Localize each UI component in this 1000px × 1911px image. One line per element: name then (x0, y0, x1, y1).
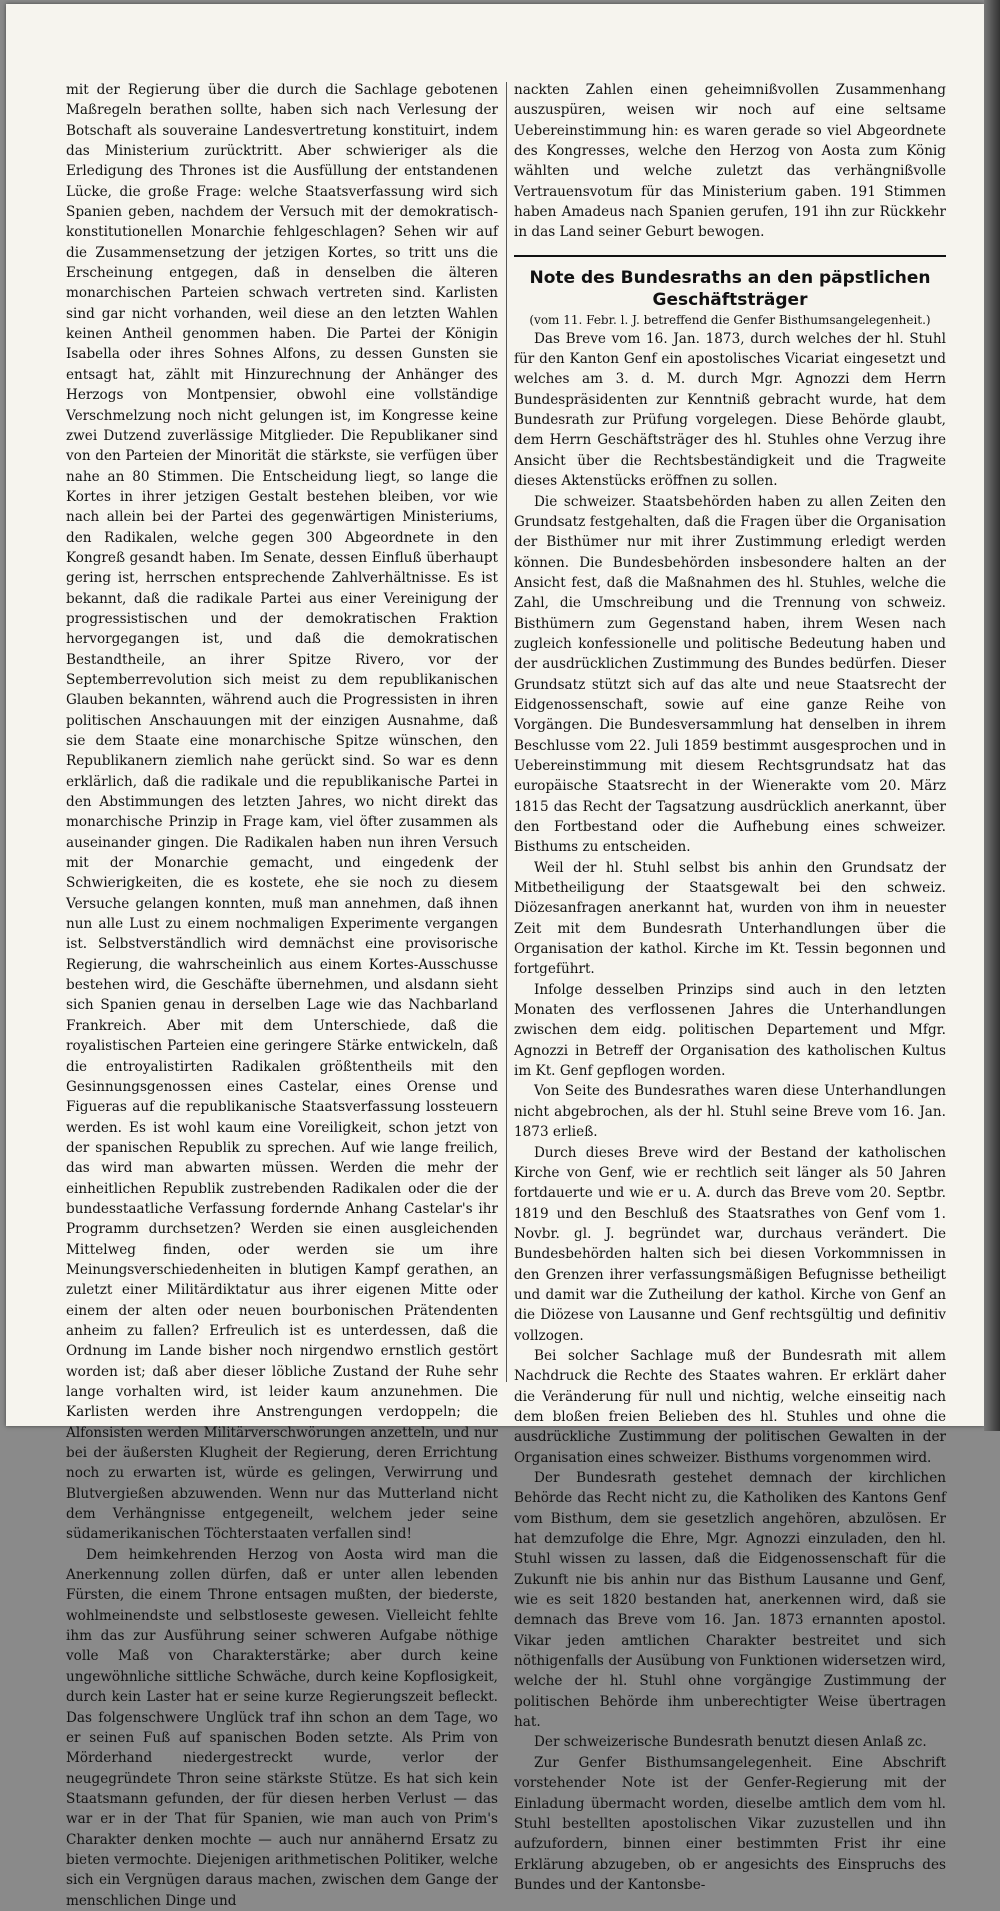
left-column (66, 80, 498, 1909)
article-subheading: (vom 11. Febr. l. J. betreffend die Genfer Bisthumsangelegenheit.) (529, 312, 931, 327)
article-paragraph: Der schweizerische Bundesrath benutzt diesen Anlaß zc. (534, 1734, 927, 1751)
article-paragraph: Von Seite des Bundesrathes waren diese Unterhandlungen nicht abgebrochen, als der hl. Stuhl seine Breve vom 16. Jan. 1873 erließ. (514, 1083, 946, 1141)
article-paragraph: Bei solcher Sachlage muß der Bundesrath mit allem Nachdruck die Rechte des Staates wahren. Er erklärt daher die Veränderung für null und nichtig, welche einseitig nach dem bloßen freien Belieben des hl. Stuhles und ohne die ausdrückliche Zustimmung der politischen Gewalten in der Organisation eines schweizer. Bisthums vorgenommen wird. (514, 1347, 946, 1466)
section-divider (514, 255, 946, 257)
article-paragraph: mit der Regierung über die durch die Sachlage gebotenen Maßregeln berathen sollte, haben sich nach Verlesung der Botschaft als souveraine Landesvertretung konstituirt, indem das Ministerium zurücktritt. Aber schwieriger als die Erledigung des Thrones ist die Ausfüllung der entstandenen Lücke, die große Frage: welche Staatsverfassung wird sich Spanien geben, nachdem der Versuch mit der demokratisch-konstitutionellen Monarchie fehlgeschlagen? Sehen wir auf die Zusammensetzung der jetzigen Kortes, so tritt uns die Erscheinung entgegen, daß in denselben die älteren monarchischen Parteien schwach vertreten sind. Karlisten sind gar nicht vorhanden, weil diese an den letzten Wahlen keinen Antheil genommen haben. Die Partei der Königin Isabella oder ihres Sohnes Alfons, zu dessen Gunsten sie entsagt hat, zählt mit Hinzurechnung der Anhänger des Herzogs von Montpensier, obwohl eine vollständige Verschmelzung noch nicht gelungen ist, im Kongresse keine zwei Dutzend zuverlässige Mitglieder. Die Republikaner sind von den Parteien der Minorität die stärkste, sie verfügen über nahe an 80 Stimmen. Die Entscheidung liegt, so lange die Kortes in ihrer jetzigen Gestalt bestehen bleiben, vor wie nach allein bei der Partei des gegenwärtigen Ministeriums, den Radikalen, welche gegen 300 Abgeordnete in den Kongreß gesandt haben. Im Senate, dessen Einfluß überhaupt gering ist, herrschen entsprechende Zahlverhältnisse. Es ist bekannt, daß die radikale Partei aus einer Vereinigung der progressistischen und der demokratischen Fraktion hervorgegangen ist, und daß die demokratischen Bestandtheile, an ihrer Spitze Rivero, vor der Septemberrevolution sich meist zu dem republikanischen Glauben bekannten, während auch die Progressisten in ihren politischen Anschauungen mit der einzigen Ausnahme, daß sie dem Staate eine monarchische Spitze wünschen, den Republikanern ziemlich nahe gerückt sind. So war es denn erklärlich, daß die radikale und die republikanische Partei in den Abstimmungen des letzten Jahres, wo nicht direkt das monarchische Prinzip in Frage kam, viel öfter zusammen als auseinander gingen. Die Radikalen haben nun ihren Versuch mit der Monarchie gemacht, und eingedenk der Schwierigkeiten, die es kostete, ehe sie noch zu diesem Versuche gelangen konnten, muß man annehmen, daß ihnen nun alle Lust zu einem nochmaligen Experimente vergangen ist. Selbstverständlich wird demnächst eine provisorische Regierung, die wahrscheinlich aus einem Kortes-Ausschusse bestehen wird, die Geschäfte übernehmen, und alsdann sieht sich Spanien genau in derselben Lage wie das Nachbarland Frankreich. Aber mit dem Unterschiede, daß die royalistischen Parteien eine geringere Stärke entwickeln, daß die entroyalistirten Radikalen größtentheils mit den Gesinnungsgenossen eines Castelar, eines Orense und Figueras auf die republikanische Staatsverfassung lossteuern werden. Es ist wohl kaum eine Voreiligkeit, schon jetzt von der spanischen Republik zu sprechen. Auf wie lange freilich, das wird man abwarten müssen. Werden die mehr der einheitlichen Republik zustrebenden Radikalen oder die der bundesstaatliche Verfassung fordernde Anhang Castelar's ihr Programm durchsetzen? Werden sie einen ausgleichenden Mittelweg finden, oder werden sie um ihre Meinungsverschiedenheiten in blutigen Kampf gerathen, an zuletzt einer Militärdiktatur aus ihrer eigenen Mitte oder einem der alten oder neuen bourbonischen Prätendenten anheim zu fallen? Erfreulich ist es unterdessen, daß die Ordnung im Lande bisher noch nirgendwo ernstlich gestört worden ist; daß aber dieser löbliche Zustand der Ruhe sehr lange vorhalten wird, ist leider kaum anzunehmen. Die Karlisten werden ihre Anstrengungen verdoppeln; die Alfonsisten werden Militärverschwörungen anzetteln, und nur bei der äußersten Klugheit der Regierung, deren Errichtung noch zu erwarten ist, würde es gelingen, Verwirrung und Blutvergießen abzuwenden. Wenn nur das Mutterland nicht dem Verhängnisse entgegeneilt, welchem jeder seine südamerikanischen Töchterstaaten verfallen sind! (66, 82, 498, 1543)
column-divider (506, 82, 507, 1382)
article-paragraph: Die schweizer. Staatsbehörden haben zu allen Zeiten den Grundsatz festgehalten, daß die Fragen über die Organisation der Bisthümer nur mit ihrer Zustimmung erledigt werden können. Die Bundesbehörden insbesondere halten an der Ansicht fest, daß die Maßnahmen des hl. Stuhles, welche die Zahl, die Umschreibung und die Trennung von schweiz. Bisthümern zum Gegenstand haben, ihrem Wesen nach zugleich konfessionelle und politische Bedeutung haben und der ausdrücklichen Zustimmung des Bundes bedürfen. Dieser Grundsatz stützt sich auf das alte und neue Staatsrecht der Eidgenossenschaft, sowie auf eine ganze Reihe von Vorgängen. Die Bundesversammlung hat denselben in ihrem Beschlusse vom 22. Juli 1859 bestimmt ausgesprochen und in Uebereinstimmung mit diesem Rechtsgrundsatz hat das europäische Staatsrecht in der Wienerakte vom 20. März 1815 das Recht der Tagsatzung ausdrücklich anerkannt, über den Fortbestand oder die Aufhebung eines schweizer. Bisthums zu entscheiden. (514, 493, 946, 856)
article-paragraph: Weil der hl. Stuhl selbst bis anhin den Grundsatz der Mitbetheiligung der Staatsgewalt bei den schweiz. Diözesanfragen anerkannt hat, wurden von ihm in neuester Zeit mit dem Bundesrath Unterhandlungen über die Organisation der kathol. Kirche im Kt. Tessin begonnen und fortgeführt. (514, 859, 946, 978)
right-column (514, 80, 946, 1893)
article-paragraph: Durch dieses Breve wird der Bestand der katholischen Kirche von Genf, wie er rechtlich seit länger als 50 Jahren fortdauerte und wie er u. A. durch das Breve vom 20. Septbr. 1819 und den Beschluß des Staatsrathes von Genf vom 1. Novbr. gl. J. begründet war, durchaus verändert. Die Bundesbehörden halten sich bei diesen Vorkommnissen in den Grenzen ihrer verfassungsmäßigen Befugnisse betheiligt und damit war die Zutheilung der kathol. Kirche von Genf an die Diözese von Lausanne und Genf rechtsgültig und definitiv vollzogen. (514, 1144, 946, 1344)
article-paragraph: Das Breve vom 16. Jan. 1873, durch welches der hl. Stuhl für den Kanton Genf ein apostolisches Vicariat eingesetzt und welches am 3. d. M. durch Mgr. Agnozzi dem Herrn Bundespräsidenten zur Kenntniß gebracht wurde, hat dem Bundesrath zur Prüfung vorgelegen. Diese Behörde glaubt, dem Herrn Geschäftsträger des hl. Stuhles ohne Verzug ihre Ansicht über die Rechtsbeständigkeit und die Tragweite dieses Aktenstücks eröffnen zu sollen. (514, 330, 946, 490)
article-paragraph: Dem heimkehrenden Herzog von Aosta wird man die Anerkennung zollen dürfen, daß er unter allen lebenden Fürsten, die einem Throne entsagen mußten, der biederste, wohlmeinendste und selbstloseste gewesen. Vielleicht fehlte ihm das zur Ausführung seiner schweren Aufgabe nöthige volle Maß von Charakterstärke; aber durch keine ungewöhnliche sittliche Schwäche, durch keine Kopflosigkeit, durch kein Laster hat er seine kurze Regierungszeit befleckt. Das folgenschwere Unglück traf ihn schon an dem Tage, wo er seinen Fuß auf spanischen Boden setzte. Als Prim von Mörderhand niedergestreckt wurde, verlor der neugegründete Thron seine stärkste Stütze. Es hat sich kein Staatsmann gefunden, der für diesen herben Verlust — das war er in der That für Spanien, wie man auch von Prim's Charakter denken mochte — auch nur annähernd Ersatz zu bieten vermochte. Diejenigen arithmetischen Politiker, welche sich ein Vergnügen daraus machen, zwischen dem Gange der menschlichen Dinge und (66, 1546, 498, 1909)
scan-edge (984, 0, 1000, 1431)
newspaper-page (6, 4, 984, 1909)
article-paragraph: nackten Zahlen einen geheimnißvollen Zusammenhang auszuspüren, weisen wir noch auf eine seltsame Uebereinstimmung hin: es waren gerade so viel Abgeordnete des Kongresses, welche den Herzog von Aosta zum König wählten und welche zuletzt das verhängnißvolle Vertrauensvotum für das Ministerium gaben. 191 Stimmen haben Amadeus nach Spanien gerufen, 191 ihn zur Rückkehr in das Land seiner Geburt bewogen. (514, 82, 946, 241)
article-paragraph: Zur Genfer Bisthumsangelegenheit. Eine Abschrift vorstehender Note ist der Genfer-Regierung mit der Einladung übermacht worden, dieselbe amtlich dem vom hl. Stuhl bestellten apostolischen Vikar zuzustellen und ihn aufzufordern, binnen einer bestimmten Frist ihr eine Erklärung abzugeben, ob er angesichts des Einspruchs des Bundes und der Kantonsbe- (514, 1754, 946, 1893)
article-heading: Note des Bundesraths an den päpstlichen Geschäftsträger (529, 267, 931, 310)
article-paragraph: Der Bundesrath gestehet demnach der kirchlichen Behörde das Recht nicht zu, die Katholiken des Kantons Genf vom Bisthum, dem sie gesetzlich angehören, abzulösen. Er hat demzufolge die Ehre, Mgr. Agnozzi einzuladen, den hl. Stuhl wissen zu lassen, daß die Eidgenossenschaft für die Zukunft nie bis anhin nur das Bisthum Lausanne und Genf, wie es seit 1820 bestanden hat, anerkennen wird, daß sie demnach das Breve vom 16. Jan. 1873 ernannten apostol. Vikar jeden amtlichen Charakter bestreitet und sich nöthigenfalls der Ausübung von Funktionen widersetzen wird, welche der hl. Stuhl ohne vorgängige Zustimmung der politischen Behörde ihm unberechtigter Weise übertragen hat. (514, 1470, 946, 1731)
article-paragraph: Infolge desselben Prinzips sind auch in den letzten Monaten des verflossenen Jahres die Unterhandlungen zwischen dem eidg. politischen Departement und Mfgr. Agnozzi in Betreff der Organisation des katholischen Kultus im Kt. Genf gepflogen worden. (514, 981, 946, 1080)
